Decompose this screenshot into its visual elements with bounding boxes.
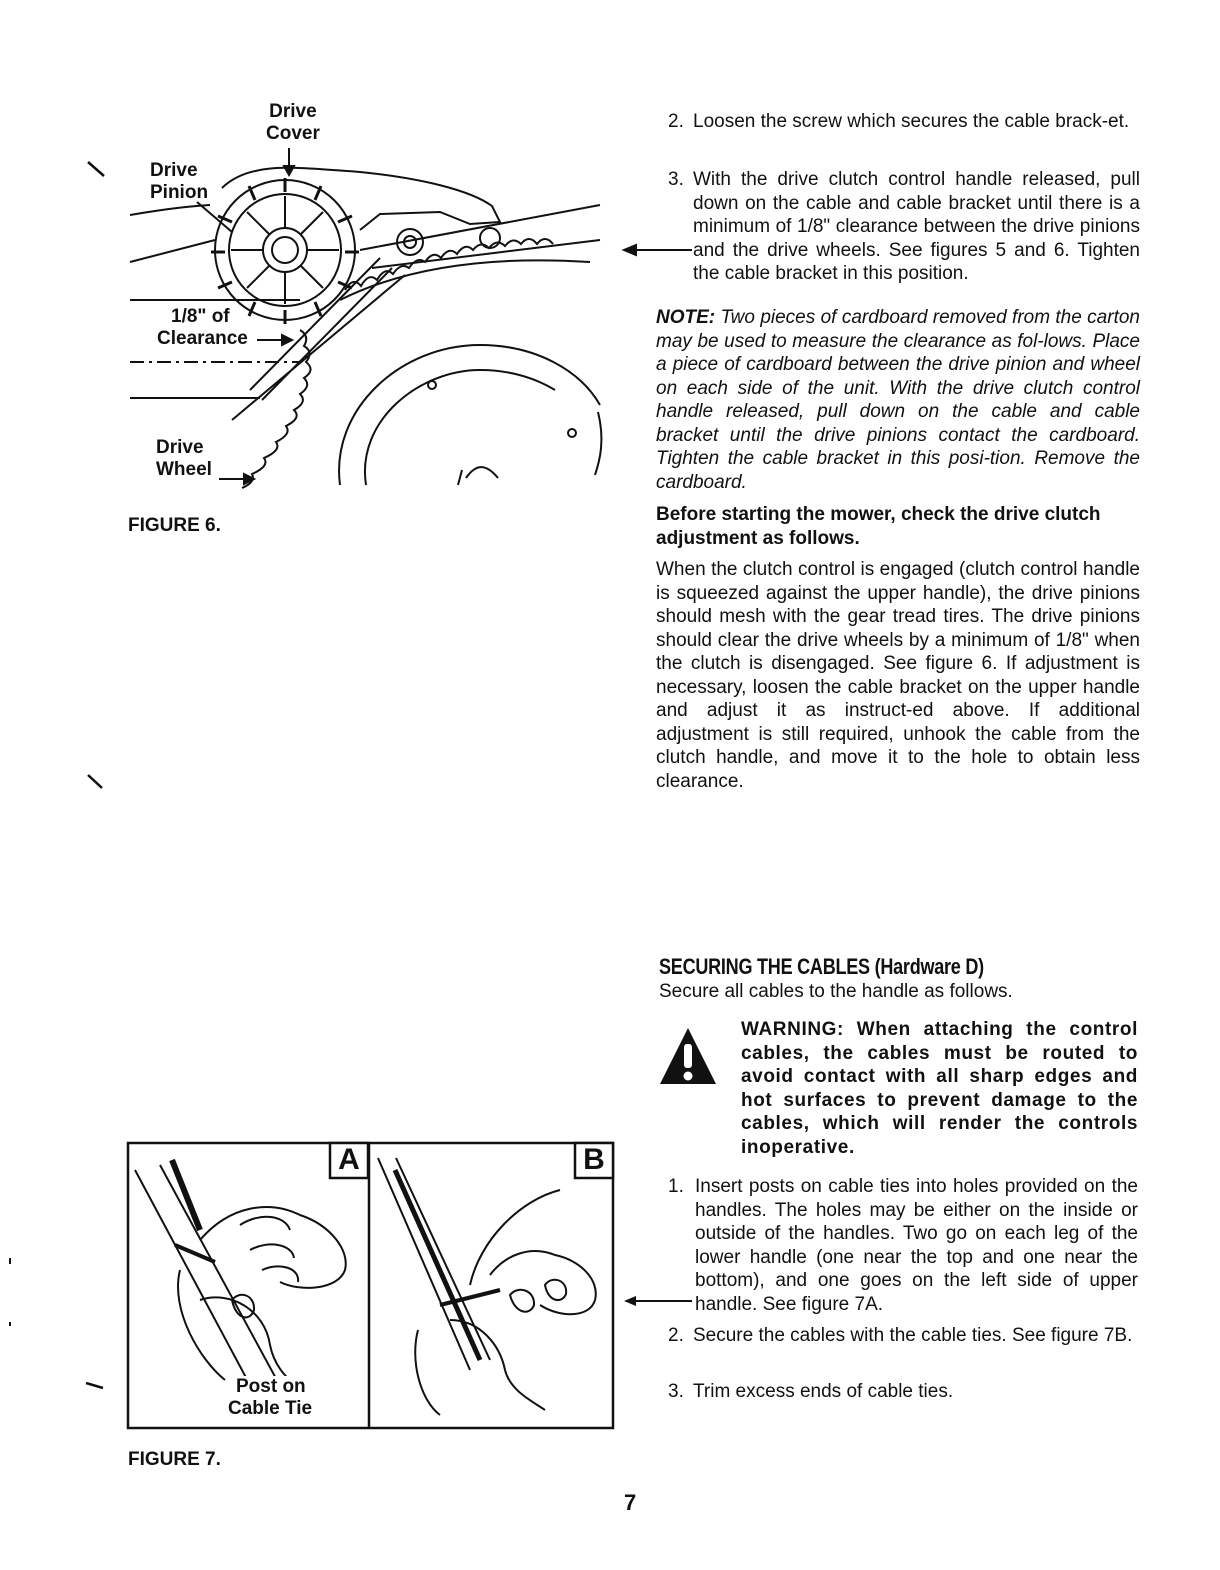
figure-7-caption: FIGURE 7. <box>128 1449 221 1470</box>
warning-text: WARNING: When attaching the control cables, the cables must be routed to avoid contact with all sharp edges and hot surfaces to prevent damage to the cables, which will render the controls inoperative. <box>741 1019 1138 1158</box>
securing-heading: SECURING THE CABLES (Hardware D) <box>659 954 984 979</box>
adjust-step-3-text: With the drive clutch control handle released, pull down on the cable and cable bracket until there is a minimum of 1/8" clearance between the drive pinions and the drive wheels. See figures 5 and 6. Tighten the cable bracket in this position. <box>693 169 1140 284</box>
securing-step-2-number: 2. <box>668 1325 684 1346</box>
note-text: Two pieces of cardboard removed from the carton may be used to measure the clearance as fol-lows. Place a piece of cardboard between the drive pinion and wheel on each side of the unit. With the drive clutch control handle released, pull down on the cable and cable bracket until the drive pinions contact the cardboard. Tighten the cable bracket in this posi-tion. Remove the cardboard. <box>656 307 1140 493</box>
post-label-line2: Cable Tie <box>228 1398 313 1419</box>
securing-step-2-text: Secure the cables with the cable ties. See figure 7B. <box>693 1325 1133 1346</box>
securing-intro: Secure all cables to the handle as follows. <box>659 981 1013 1002</box>
drive-pinion-label-line2: Pinion <box>150 182 209 203</box>
drive-pinion-label-line1: Drive <box>150 160 198 181</box>
securing-step-1-number: 1. <box>668 1176 684 1197</box>
securing-step-3-number: 3. <box>668 1381 684 1402</box>
drive-cover-label-line2: Cover <box>266 123 320 144</box>
check-paragraph: When the clutch control is engaged (clutch control handle is squeezed against the upper handle), the drive pinions should mesh with the gear tread tires. The drive pinions should clear the drive wheels by a minimum of 1/8" when the clutch is disengaged. See figure 6. If adjustment is necessary, loosen the cable bracket on the upper handle and adjust it as instruct-ed above. If additional adjustment is still required, unhook the cable from the clutch handle, and move it to the hole to obtain less clearance. <box>656 559 1140 792</box>
post-label-line1: Post on <box>236 1376 306 1397</box>
panel-b-label: B <box>583 1143 605 1176</box>
page-number: 7 <box>624 1490 637 1515</box>
drive-wheel-label-line2: Wheel <box>156 459 212 480</box>
drive-wheel-label-line1: Drive <box>156 437 204 458</box>
check-heading: Before starting the mower, check the drive clutch adjustment as follows. <box>656 504 1101 549</box>
securing-step-3-text: Trim excess ends of cable ties. <box>693 1381 954 1402</box>
panel-a-label: A <box>338 1143 360 1176</box>
adjust-step-2-text: Loosen the screw which secures the cable brack-et. <box>693 111 1130 132</box>
adjust-step-2-number: 2. <box>668 111 684 132</box>
figure-6-caption: FIGURE 6. <box>128 515 221 536</box>
adjust-step-3-number: 3. <box>668 169 684 190</box>
clearance-label-line2: Clearance <box>157 328 248 349</box>
note-lead: NOTE: <box>656 307 716 328</box>
securing-step-1-text: Insert posts on cable ties into holes provided on the handles. The holes may be either on the inside or outside of the handles. Two go on each leg of the lower handle (one near the top and one near the bottom), and one goes on the left side of upper handle. See figure 7A. <box>695 1176 1138 1315</box>
clearance-label-line1: 1/8" of <box>171 306 230 327</box>
drive-cover-label-line1: Drive <box>269 101 317 122</box>
